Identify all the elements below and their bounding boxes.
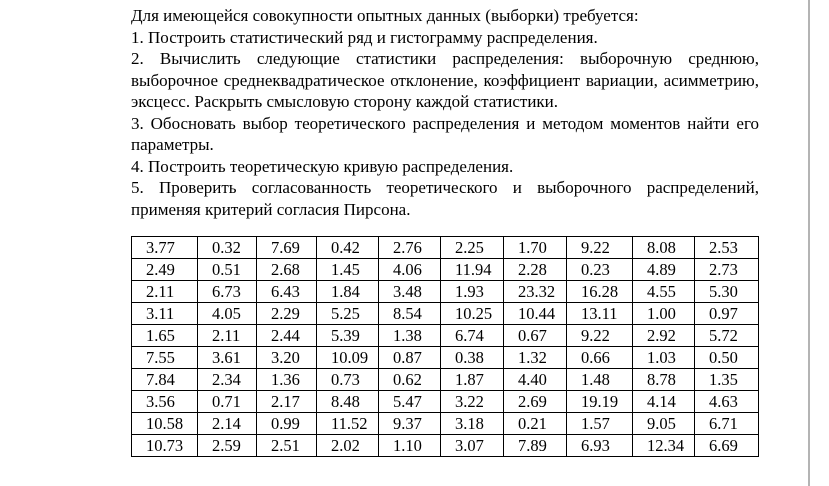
table-cell: 7.89: [504, 435, 567, 457]
table-cell: 1.48: [567, 369, 633, 391]
table-cell: 5.72: [695, 325, 759, 347]
table-cell: 6.74: [441, 325, 504, 347]
table-cell: 1.32: [504, 347, 567, 369]
table-cell: 6.73: [198, 281, 257, 303]
table-cell: 2.69: [504, 391, 567, 413]
table-row: [132, 347, 759, 369]
table-cell: 2.76: [379, 237, 441, 259]
table-cell: 4.06: [379, 259, 441, 281]
table-cell: 2.28: [504, 259, 567, 281]
task-text: [131, 5, 759, 220]
table-row: [132, 391, 759, 413]
table-cell: 3.22: [441, 391, 504, 413]
table-cell: 1.45: [317, 259, 379, 281]
table-cell: 6.71: [695, 413, 759, 435]
table-cell: 2.53: [695, 237, 759, 259]
table-cell: 0.38: [441, 347, 504, 369]
table-cell: 3.77: [132, 237, 198, 259]
table-cell: 12.34: [633, 435, 695, 457]
table-body: [132, 237, 759, 457]
table-cell: 2.44: [257, 325, 317, 347]
task-item-4: 4. Построить теоретическую кривую распределения.: [131, 156, 514, 176]
table-cell: 10.09: [317, 347, 379, 369]
table-row: [132, 281, 759, 303]
table-cell: 0.23: [567, 259, 633, 281]
table-cell: 16.28: [567, 281, 633, 303]
table-row: [132, 325, 759, 347]
table-cell: 3.18: [441, 413, 504, 435]
table-cell: 6.93: [567, 435, 633, 457]
table-cell: 10.25: [441, 303, 504, 325]
table-cell: 8.08: [633, 237, 695, 259]
table-cell: 0.50: [695, 347, 759, 369]
table-cell: 0.87: [379, 347, 441, 369]
table-cell: 2.34: [198, 369, 257, 391]
table-cell: 1.10: [379, 435, 441, 457]
table-cell: 4.14: [633, 391, 695, 413]
table-cell: 5.47: [379, 391, 441, 413]
table-cell: 8.54: [379, 303, 441, 325]
table-row: [132, 303, 759, 325]
table-cell: 11.52: [317, 413, 379, 435]
table-cell: 7.84: [132, 369, 198, 391]
table-cell: 10.44: [504, 303, 567, 325]
table-cell: 0.42: [317, 237, 379, 259]
table-cell: 9.05: [633, 413, 695, 435]
table-cell: 0.97: [695, 303, 759, 325]
table-cell: 4.89: [633, 259, 695, 281]
intro-line: Для имеющейся совокупности опытных данных (выборки) требуется:: [131, 6, 639, 25]
table-cell: 1.93: [441, 281, 504, 303]
table-cell: 2.11: [132, 281, 198, 303]
table-cell: 0.51: [198, 259, 257, 281]
table-row: [132, 435, 759, 457]
table-row: [132, 259, 759, 281]
table-cell: 9.22: [567, 325, 633, 347]
task-item-2: 2. Вычислить следующие статистики распределения: выборочную среднюю, выборочное среднеквадратическое отклонение, коэффициент вариации, асимметрию, эксцесс. Раскрыть смысловую сторону каждой статистики.: [131, 49, 759, 111]
table-cell: 1.57: [567, 413, 633, 435]
table-row: [132, 237, 759, 259]
table-cell: 2.02: [317, 435, 379, 457]
table-cell: 2.51: [257, 435, 317, 457]
table-cell: 2.25: [441, 237, 504, 259]
table-cell: 9.22: [567, 237, 633, 259]
table-cell: 0.62: [379, 369, 441, 391]
table-cell: 6.69: [695, 435, 759, 457]
table-cell: 2.14: [198, 413, 257, 435]
table-cell: 23.32: [504, 281, 567, 303]
table-cell: 5.30: [695, 281, 759, 303]
table-cell: 3.07: [441, 435, 504, 457]
table-cell: 8.78: [633, 369, 695, 391]
table-cell: 7.69: [257, 237, 317, 259]
table-cell: 10.73: [132, 435, 198, 457]
table-cell: 3.61: [198, 347, 257, 369]
task-item-5: 5. Проверить согласованность теоретического и выборочного распределений, применяя критерий согласия Пирсона.: [131, 178, 759, 219]
table-cell: 2.73: [695, 259, 759, 281]
table-cell: 0.99: [257, 413, 317, 435]
table-cell: 3.11: [132, 303, 198, 325]
table-cell: 10.58: [132, 413, 198, 435]
table-cell: 5.25: [317, 303, 379, 325]
table-row: [132, 413, 759, 435]
table-cell: 0.67: [504, 325, 567, 347]
table-cell: 1.35: [695, 369, 759, 391]
table-cell: 7.55: [132, 347, 198, 369]
table-cell: 8.48: [317, 391, 379, 413]
table-cell: 1.87: [441, 369, 504, 391]
table-cell: 4.55: [633, 281, 695, 303]
task-item-1: 1. Построить статистический ряд и гистограмму распределения.: [131, 27, 598, 47]
table-cell: 2.49: [132, 259, 198, 281]
table-cell: 4.40: [504, 369, 567, 391]
table-cell: 0.71: [198, 391, 257, 413]
table-cell: 2.17: [257, 391, 317, 413]
table-cell: 6.43: [257, 281, 317, 303]
table-cell: 1.03: [633, 347, 695, 369]
table-cell: 1.00: [633, 303, 695, 325]
table-row: [132, 369, 759, 391]
table-cell: 3.20: [257, 347, 317, 369]
page-edge-divider: [808, 0, 810, 486]
table-cell: 1.84: [317, 281, 379, 303]
table-cell: 3.56: [132, 391, 198, 413]
sample-data-table: [131, 236, 759, 457]
table-cell: 3.48: [379, 281, 441, 303]
table-cell: 4.05: [198, 303, 257, 325]
table-cell: 2.59: [198, 435, 257, 457]
table-cell: 0.32: [198, 237, 257, 259]
table-cell: 19.19: [567, 391, 633, 413]
table-cell: 0.21: [504, 413, 567, 435]
task-item-3: 3. Обосновать выбор теоретического распределения и методом моментов найти его параметры.: [131, 113, 759, 154]
table-cell: 1.36: [257, 369, 317, 391]
table-cell: 4.63: [695, 391, 759, 413]
table-cell: 2.92: [633, 325, 695, 347]
table-cell: 1.65: [132, 325, 198, 347]
table-cell: 9.37: [379, 413, 441, 435]
table-cell: 0.73: [317, 369, 379, 391]
table-cell: 1.38: [379, 325, 441, 347]
table-cell: 11.94: [441, 259, 504, 281]
table-cell: 5.39: [317, 325, 379, 347]
table-cell: 2.11: [198, 325, 257, 347]
table-cell: 2.68: [257, 259, 317, 281]
table-cell: 2.29: [257, 303, 317, 325]
table-cell: 13.11: [567, 303, 633, 325]
table-cell: 0.66: [567, 347, 633, 369]
table-cell: 1.70: [504, 237, 567, 259]
